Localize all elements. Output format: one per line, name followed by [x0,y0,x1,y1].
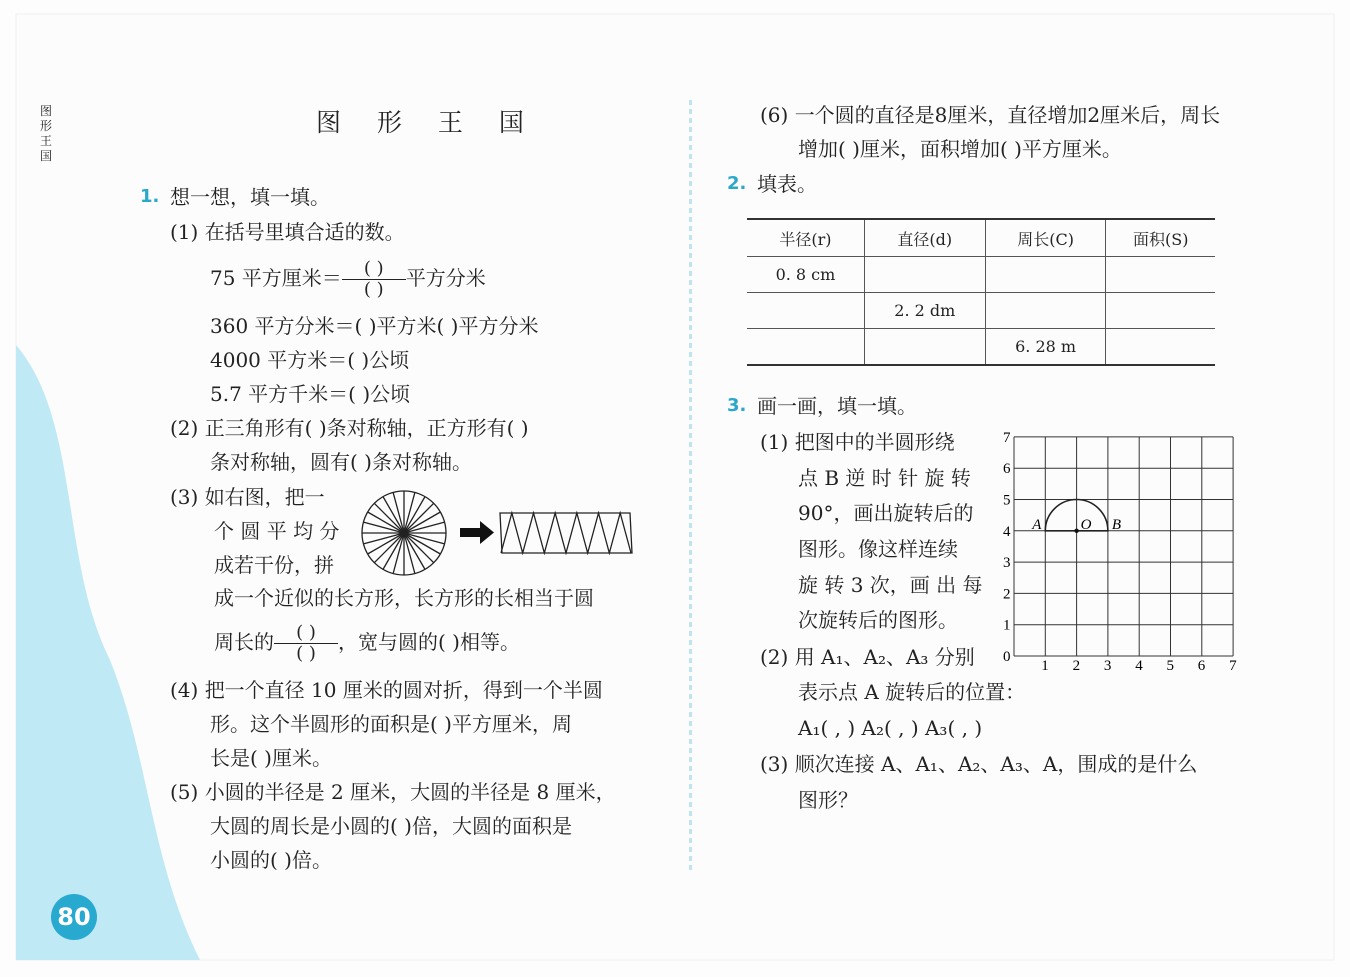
q2-heading: 填表。 [757,172,817,196]
table-cell[interactable] [1106,257,1215,293]
arrow-icon [460,521,494,544]
q1-part3-line3: 成若干份，拼 [214,553,334,577]
circle-rearrange-figure [358,488,638,580]
q3-part2-line3: A₁( , ) A₂( , ) A₃( , ) [798,716,983,740]
q1-part3-line5 [214,620,520,664]
x-tick-label: 4 [1135,658,1143,674]
table-cell: 2. 2 dm [864,293,985,329]
fraction-2 [274,623,338,664]
sectored-circle [362,491,446,575]
table-cell[interactable] [1106,293,1215,329]
table-cell: 0. 8 cm [747,257,864,293]
y-tick-label: 6 [1003,461,1011,478]
table-row [747,293,1215,329]
q1-part3-line5a: 周长的 [214,630,274,654]
approx-rectangle [500,513,632,553]
q1-part3-line1: (3) 如右图，把一 [170,485,325,509]
q3-part1-line5: 旋 转 3 次，画 出 每 [798,573,983,597]
q1-part5-line1: (5) 小圆的半径是 2 厘米，大圆的半径是 8 厘米， [170,780,616,804]
q3-part1-line6: 次旋转后的图形。 [798,608,958,632]
q3-part2-line1: (2) 用 A₁、A₂、A₃ 分别 [760,645,975,669]
x-tick-label: 6 [1197,658,1206,674]
y-tick-label: 7 [1003,429,1011,446]
y-tick-label: 3 [1003,555,1011,572]
q1-part5-line3: 小圆的( )倍。 [210,848,332,872]
x-tick-label: 7 [1229,658,1237,674]
table-cell[interactable] [1106,329,1215,366]
table-cell[interactable] [864,257,985,293]
fraction-1 [342,259,406,300]
table-cell[interactable] [985,257,1106,293]
table-cell: 6. 28 m [985,329,1106,366]
table-header: 直径(d) [864,219,985,257]
circle-table [747,218,1215,366]
fraction-1-denominator: ( ) [363,279,384,300]
q3-part1-line1: (1) 把图中的半圆形绕 [760,430,955,454]
table-header: 半径(r) [779,229,832,249]
q3-part2-line2: 表示点 A 旋转后的位置： [798,680,1026,704]
x-tick-label: 5 [1166,658,1174,674]
table-cell[interactable] [747,329,864,366]
q1-heading: 想一想，填一填。 [170,185,330,209]
coordinate-grid[interactable] [998,424,1250,676]
side-tab: 图形王国 [40,104,53,163]
q1-line-4: 5.7 平方千米＝( )公顷 [210,382,411,406]
point-label: O [1080,516,1092,533]
q1-number: 1. [140,186,160,207]
q3-number: 3. [727,395,747,416]
x-tick-label: 2 [1072,658,1081,674]
x-tick-label: 0 [1003,649,1011,665]
point-label: A [1032,516,1042,533]
column-divider [689,100,692,870]
x-tick-label: 1 [1041,658,1049,674]
center-point [1074,529,1078,533]
q3-heading: 画一画，填一填。 [757,394,917,418]
q3-part1-line2: 点 B 逆 时 针 旋 转 [798,466,971,490]
q1-line-1 [210,256,486,300]
q1-part4-line2: 形。这个半圆形的面积是( )平方厘米，周 [210,712,572,736]
q1-line-1a: 75 平方厘米＝ [210,266,342,290]
table-row [747,257,1215,293]
fraction-1-numerator: ( ) [363,258,384,279]
q1-part6-line1: (6) 一个圆的直径是8厘米，直径增加2厘米后，周长 [760,103,1221,127]
y-tick-label: 1 [1003,617,1011,634]
q3-part1-line3: 90°，画出旋转后的 [798,501,974,525]
x-tick-label: 3 [1103,658,1112,674]
table-row [747,329,1215,366]
q1-part3-line4: 成一个近似的长方形，长方形的长相当于圆 [214,586,594,610]
table-cell[interactable] [985,293,1106,329]
table-cell[interactable] [747,293,864,329]
q1-part3-line2: 个 圆 平 均 分 [214,519,340,543]
fraction-2-denominator: ( ) [296,643,316,664]
page-number: 80 [51,894,97,940]
q1-line-1b: 平方分米 [405,266,486,290]
table-header: 周长(C) [985,219,1106,257]
q1-line-2: 360 平方分米＝( )平方米( )平方分米 [210,314,539,338]
table-header-row [747,219,1215,257]
q1-part6-line2: 增加( )厘米，面积增加( )平方厘米。 [798,137,1122,161]
q1-part1: (1) 在括号里填合适的数。 [170,220,405,244]
y-tick-label: 2 [1003,586,1011,603]
q3-part3-line2: 图形？ [798,788,858,812]
q1-part2-line2: 条对称轴，圆有( )条对称轴。 [210,450,472,474]
q1-part4-line3: 长是( )厘米。 [210,746,332,770]
q1-part5-line2: 大圆的周长是小圆的( )倍，大圆的面积是 [210,814,572,838]
q1-line-3: 4000 平方米＝( )公顷 [210,348,410,372]
q3-part1-line4: 图形。像这样连续 [798,537,958,561]
q1-part4-line1: (4) 把一个直径 10 厘米的圆对折，得到一个半圆 [170,678,603,702]
y-tick-label: 5 [1003,492,1011,509]
q1-part2-line1: (2) 正三角形有( )条对称轴，正方形有( ) [170,416,529,440]
y-tick-label: 4 [1003,523,1011,540]
point-label: B [1111,516,1122,533]
q2-number: 2. [727,173,747,194]
table-header: 面积(S) [1106,219,1215,257]
q3-part3-line1: (3) 顺次连接 A、A₁、A₂、A₃、A，围成的是什么 [760,752,1198,776]
q1-part3-line5b: ，宽与圆的( )相等。 [338,630,520,654]
page-title: 图 形 王 国 [316,108,538,137]
table-cell[interactable] [864,329,985,366]
fraction-2-numerator: ( ) [296,622,316,643]
